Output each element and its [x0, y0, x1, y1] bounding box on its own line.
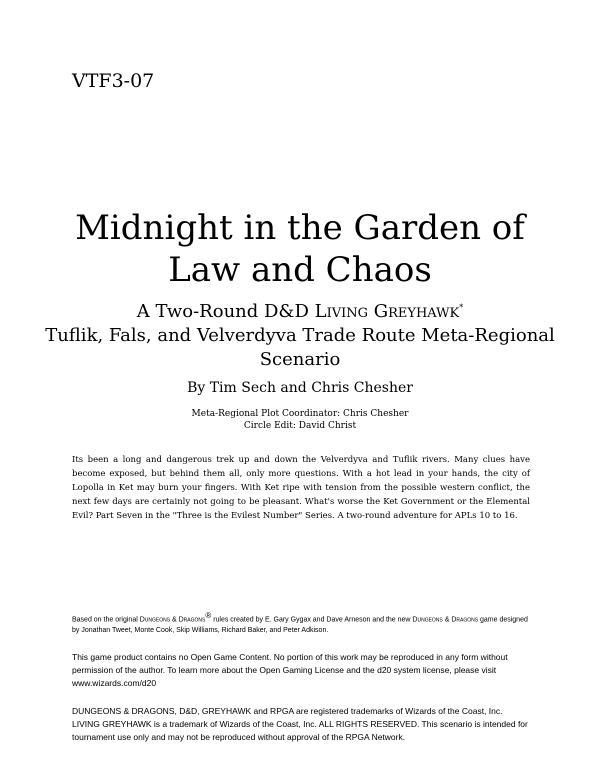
legal-brand: Dungeons & Dragons: [412, 616, 479, 624]
legal-notice-ogl: This game product contains no Open Game Content. No portion of this work may be reproduced in any form without permission of the author. To learn more about the Open Gaming License and the d20 system license, please visit www.wizards.com/d20: [72, 652, 508, 688]
plot-coordinator: Meta-Regional Plot Coordinator: Chris Chesher: [191, 409, 409, 419]
subtitle-brand: Living Greyhawk: [314, 301, 460, 322]
circle-edit: Circle Edit: David Christ: [243, 421, 357, 431]
legal-notice-trademarks: DUNGEONS & DRAGONS, D&D, GREYHAWK and RPGA are registered trademarks of Wizards of the Coast, Inc. LIVING GREYHAWK is a trademark of Wizards of the Coast, Inc. ALL RIGHTS RESERVED. This scenario is intended for tournament use only and may not be reproduced without approval of the RPGA Network.: [72, 706, 528, 742]
authors: By Tim Sech and Chris Chesher: [187, 380, 413, 396]
credits: [40, 408, 560, 432]
legal-text: game designed by Jonathan Tweet, Monte Cook, Skip Williams, Richard Baker, and Peter Adkison.: [72, 616, 528, 635]
scenario-title: Midnight in the Garden of Law and Chaos: [75, 208, 525, 290]
legal-text: Based on the original: [72, 616, 140, 624]
region-line: Tuflik, Fals, and Velverdyva Trade Route Meta-Regional Scenario: [45, 325, 555, 370]
legal-notice-rules: [72, 610, 532, 636]
legal-text: rules created by E. Gary Gygax and Dave Arneson and the new: [211, 616, 413, 624]
legal-brand: Dungeons & Dragons: [139, 616, 206, 624]
subtitle-prefix: A Two-Round D&D: [136, 301, 315, 322]
registered-mark: ®: [205, 611, 212, 620]
scenario-code: VTF3-07: [72, 70, 155, 92]
scenario-blurb: Its been a long and dangerous trek up and down the Velverdyva and Tuflik rivers. Many clues have become exposed, but behind them all, only more questions. With a hot lead in your hands, the city of Lopolla in Ket may burn your fingers. With Ket ripe with tension from the possible western conflict, the next few days are certainly not going to be pleasant. What's worse the Ket Government or the Elemental Evil? Part Seven in the "Three is the Evilest Number" Series. A two-round adventure for APLs 10 to 16.: [72, 455, 530, 521]
subtitle: [40, 296, 560, 324]
trademark-asterisk: *: [459, 303, 464, 312]
